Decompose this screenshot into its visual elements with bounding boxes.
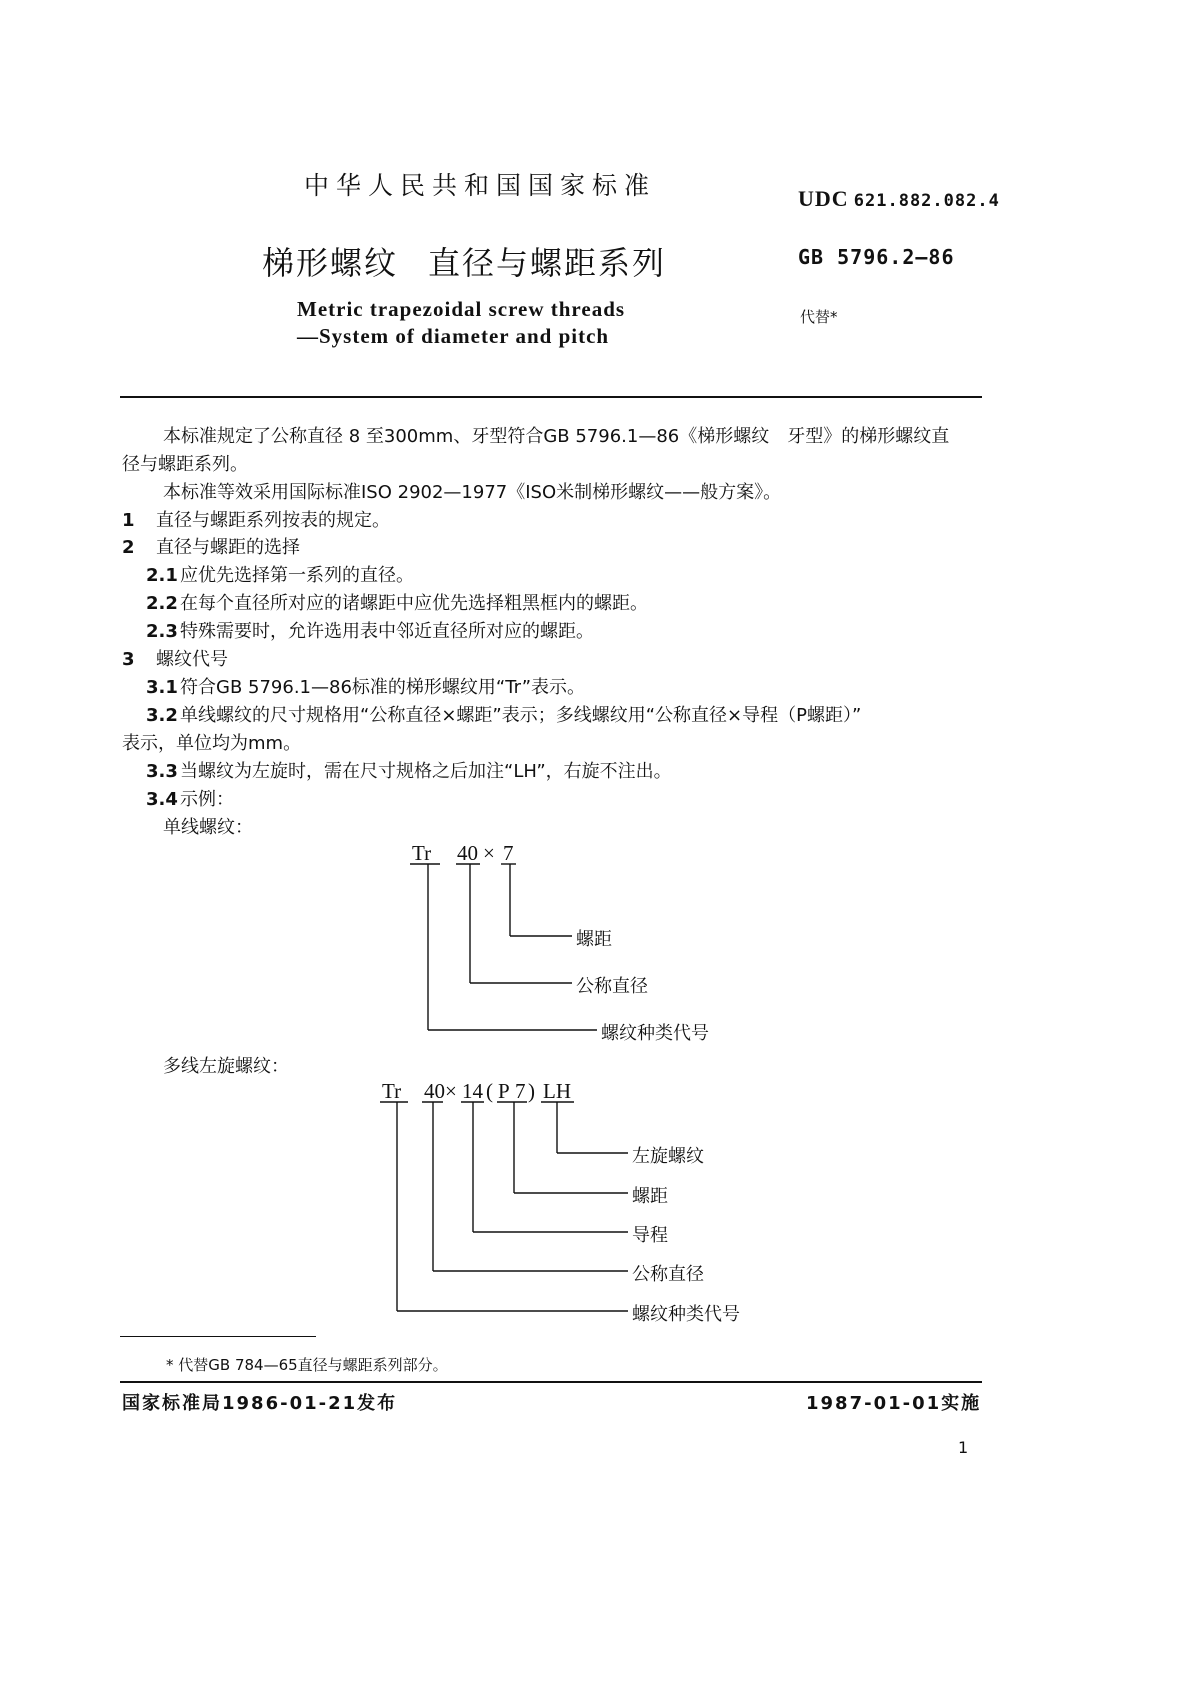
replaces-note: 代替* [800,308,838,326]
footnote-text: * 代替GB 784—65直径与螺距系列部分。 [166,1356,448,1374]
example-2-paren-close: ) [528,1079,535,1103]
section-2-2-text: 在每个直径所对应的诸螺距中应优先选择粗黑框内的螺距。 [180,593,648,614]
section-3-2-number: 3.2 [146,705,178,726]
intro-line-1: 本标准规定了公称直径 8 至300mm、牙型符合GB 5796.1—86《梯形螺纹 牙型》的梯形螺纹直 [163,426,950,447]
section-1-number: 1 [122,510,135,531]
example-2-pitch: 7 [515,1079,526,1103]
example-1-pitch: 7 [503,841,514,865]
section-3-3-number: 3.3 [146,761,178,782]
section-3-number: 3 [122,649,135,670]
standard-org-heading: 中华人民共和国国家标准 [304,171,657,200]
section-3-4-text: 示例： [180,789,234,810]
section-2-3-text: 特殊需要时，允许选用表中邻近直径所对应的螺距。 [180,621,594,642]
example-2-tr: Tr [382,1079,402,1103]
example-2-label-diameter: 公称直径 [632,1264,704,1285]
intro-line-3: 本标准等效采用国际标准ISO 2902—1977《ISO米制梯形螺纹——般方案》。 [163,482,782,503]
section-2-2-number: 2.2 [146,593,178,614]
example-2-lh: LH [543,1079,571,1103]
page-number: 1 [958,1438,969,1457]
section-3-2-continued: 表示，单位均为mm。 [122,733,302,754]
title-part-2: 直径与螺距系列 [428,244,667,282]
example-1-label-diameter: 公称直径 [576,976,648,997]
section-1-text: 直径与螺距系列按表的规定。 [156,510,390,531]
section-3-4-number: 3.4 [146,789,178,810]
section-2-1-text: 应优先选择第一系列的直径。 [180,565,414,586]
example-2-paren-open: ( [486,1079,493,1103]
example-1-label-pitch: 螺距 [576,929,612,950]
effective-date: 1987-01-01实施 [806,1393,982,1414]
example-1-caption: 单线螺纹： [163,817,253,838]
english-title-line-1: Metric trapezoidal screw threads [297,297,626,321]
example-2-label-type-code: 螺纹种类代号 [632,1304,740,1325]
example-2-lead: 14 [462,1079,483,1103]
section-2-number: 2 [122,537,135,558]
section-3-1-number: 3.1 [146,677,178,698]
intro-line-2: 径与螺距系列。 [122,454,248,475]
standard-number: GB 5796.2—86 [798,245,955,269]
section-3-text: 螺纹代号 [156,649,228,670]
section-2-1-number: 2.1 [146,565,178,586]
example-1-label-type-code: 螺纹种类代号 [601,1023,709,1044]
example-2-times: × [445,1079,457,1103]
udc-number: 621.882.082.4 [853,191,1000,211]
issued-date: 国家标准局1986-01-21发布 [122,1393,398,1414]
udc-label: UDC [798,186,849,211]
example-2-label-pitch: 螺距 [632,1186,668,1207]
section-3-2-text: 单线螺纹的尺寸规格用“公称直径×螺距”表示；多线螺纹用“公称直径×导程（P螺距）” [180,705,862,726]
example-1-diameter: 40 [457,841,478,865]
example-2-diameter: 40 [424,1079,445,1103]
section-2-text: 直径与螺距的选择 [156,537,300,558]
example-2-caption: 多线左旋螺纹： [163,1056,289,1077]
example-2-label-lead: 导程 [632,1225,668,1246]
example-2-p: P [498,1079,510,1103]
section-3-3-text: 当螺纹为左旋时，需在尺寸规格之后加注“LH”，右旋不注出。 [180,761,672,782]
section-3-1-text: 符合GB 5796.1—86标准的梯形螺纹用“Tr”表示。 [180,677,586,698]
footer-rule [120,1381,982,1383]
section-2-3-number: 2.3 [146,621,178,642]
title-part-1: 梯形螺纹 [262,244,399,282]
footnote-rule [120,1336,316,1337]
example-1-times: × [483,841,495,865]
example-2-label-left-hand: 左旋螺纹 [632,1146,704,1167]
english-title-line-2: —System of diameter and pitch [297,324,610,348]
example-1-tr: Tr [412,841,432,865]
